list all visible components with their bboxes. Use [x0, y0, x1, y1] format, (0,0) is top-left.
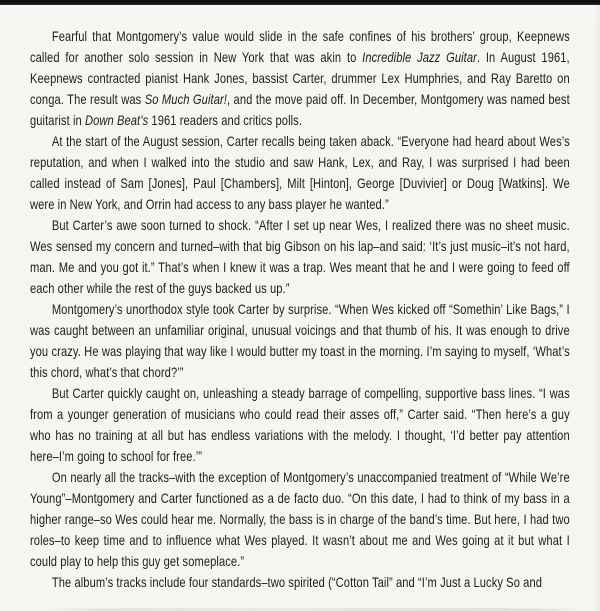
text-segment: , and the move paid off. In December, Montgomery was named best guitarist in — [30, 92, 570, 128]
paragraph — [30, 26, 570, 131]
text-segment: At the start of the August session, Carter recalls being taken aback. “Everyone had heard about Wes’s reputation, and when I walked into the studio and saw Hank, Lex, and Ray, I was surprised I had been called instead of Sam [Jones], Paul [Chambers], Milt [Hinton], George [Duvivier] or Doug [Watkins]. We were in New York, and Orrin had access to any bass player he wanted.” — [30, 134, 570, 212]
paragraph — [30, 383, 570, 467]
text-segment: 1961 readers and critics polls. — [148, 113, 303, 128]
text-segment: On nearly all the tracks–with the exception of Montgomery’s unaccompanied treatment of “While We’re Young”–Montgomery and Carter functioned as a de facto duo. “On this date, I had to think of my bass in a higher range–so Wes could hear me. Normally, the bass is in charge of the band’s time. But here, I had two roles–to keep time and to influence what Wes played. It wasn’t about me and Wes going at it but what I could play to help this guy get someplace.” — [30, 470, 570, 569]
text-segment: But Carter quickly caught on, unleashing a steady barrage of compelling, supportive bass lines. “I was from a younger generation of musicians who could read their asses off,” Carter said. “Then here’s a guy who has no training at all but has endless variations with the melody. I thought, ‘I’d better pay attention here–I’m going to school for free.’” — [30, 386, 570, 464]
paragraph — [30, 131, 570, 215]
italic-title-segment: So Much Guitar! — [144, 92, 227, 107]
text-segment: But Carter’s awe soon turned to shock. “After I set up near Wes, I realized there was no sheet music. Wes sensed my concern and turned–with that big Gibson on his lap–and said: ‘It’s just music–it’s not hard, man. Me and you got it.” That’s when I knew it was a trap. Wes meant that he and I were going to feed off each other while the rest of the guys backed us up.” — [30, 218, 570, 296]
text-segment: Montgomery’s unorthodox style took Carter by surprise. “When Wes kicked off “Somethin’ Like Bags,” I was caught between an unfamiliar original, unusual voicings and that thumb of his. It was enough to drive you crazy. He was playing that way like I would butter my toast in the morning. I’m saying to myself, ‘What’s this chord, what’s that chord?’” — [30, 302, 570, 380]
page-right-shadow — [593, 0, 600, 611]
paragraph — [30, 299, 570, 383]
liner-notes-text-block — [30, 26, 570, 593]
paragraph — [30, 572, 570, 593]
italic-title-segment: Incredible Jazz Guitar — [362, 50, 477, 65]
italic-title-segment: Down Beat’s — [84, 113, 149, 128]
paragraph — [30, 467, 570, 572]
text-segment: Fearful that Montgomery’s value would slide in the safe confines of his brothers’ group, Keepnews called for another solo session in New York that was akin to — [30, 29, 570, 65]
text-segment: . In August 1961, Keepnews contracted pianist Hank Jones, bassist Carter, drummer Lex Humphries, and Ray Baretto on conga. The result was — [30, 50, 570, 107]
paragraph — [30, 215, 570, 299]
page-top-edge-bar — [0, 0, 600, 5]
text-segment: The album’s tracks include four standards–two spirited (“Cotton Tail” and “I’m Just a Lucky So and — [51, 575, 543, 590]
